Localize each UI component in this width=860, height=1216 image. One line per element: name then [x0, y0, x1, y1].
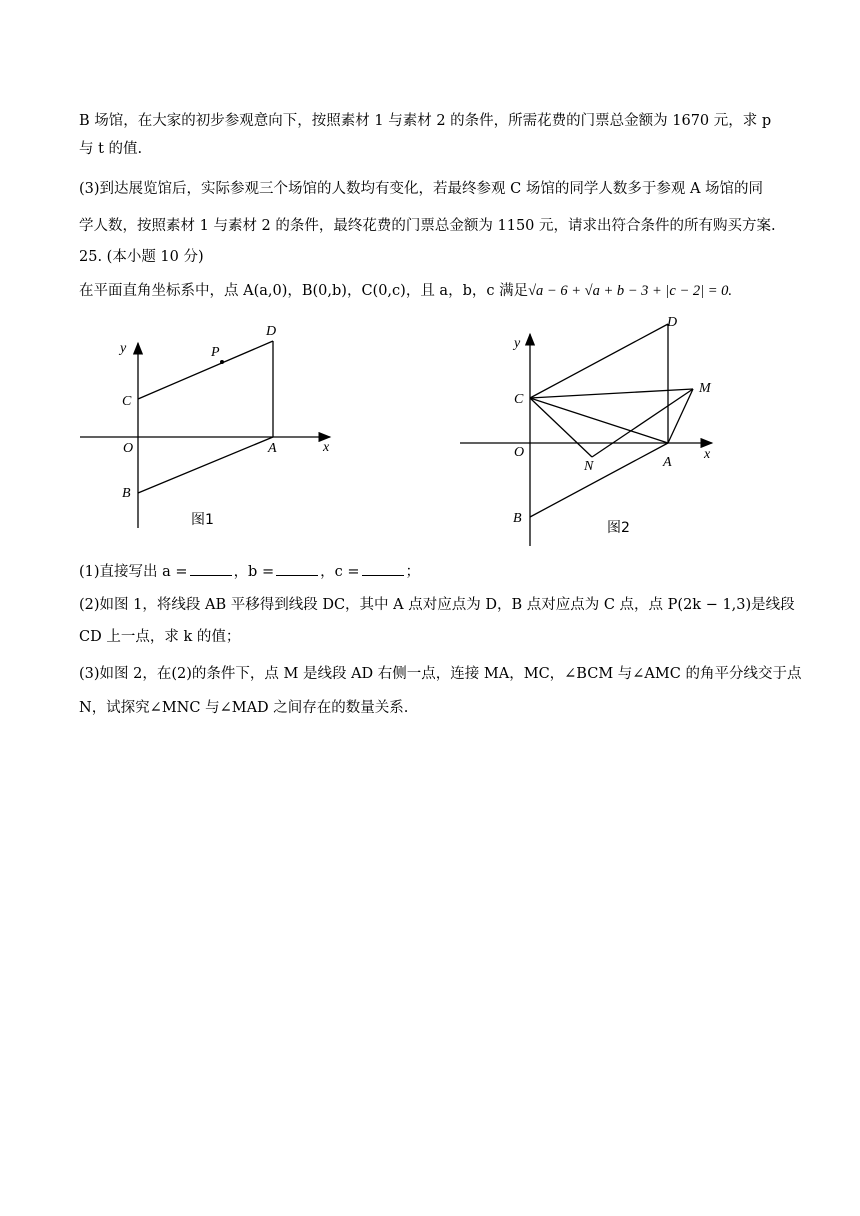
segment-cn: [530, 398, 592, 457]
answer-blank-c[interactable]: [362, 563, 404, 576]
segment-cd: [138, 341, 273, 399]
problem-25-statement: [79, 281, 732, 301]
label-b: B: [122, 486, 131, 501]
question-2-line-1: (2)如图 1，将线段 AB 平移得到线段 DC，其中 A 点对应点为 D，B 点对应点为 C 点，点 P(2k − 1,3)是线段: [79, 597, 795, 613]
question-2-line-2: CD 上一点，求 k 的值；: [79, 629, 241, 645]
q1-c-label: ，c =: [320, 564, 360, 580]
label-y: y: [120, 341, 127, 356]
label-x: x: [323, 440, 330, 455]
label-m: M: [699, 381, 711, 396]
problem-25-heading: 25. (本小题 10 分): [79, 249, 204, 265]
segment-cd: [530, 324, 668, 398]
caption-fig-1: 图1: [191, 512, 214, 528]
label-o: O: [514, 445, 525, 460]
question-3b-line-1: (3)如图 2，在(2)的条件下，点 M 是线段 AD 右侧一点，连接 MA，MC，∠BCM 与∠AMC 的角平分线交于点: [79, 666, 802, 682]
label-b: B: [513, 511, 522, 526]
text-line-1: B 场馆，在大家的初步参观意向下，按照素材 1 与素材 2 的条件，所需花费的门票总金额为 1670 元，求 p: [79, 113, 772, 129]
answer-blank-a[interactable]: [190, 563, 232, 576]
figure-1: [75, 318, 355, 528]
question-1: [79, 562, 420, 582]
label-d: D: [667, 315, 678, 330]
statement-text: 在平面直角坐标系中，点 A(a,0)，B(0,b)，C(0,c)，且 a，b，c 满足: [79, 283, 529, 299]
q1-a-label: (1)直接写出 a =: [79, 564, 188, 580]
label-a: A: [268, 441, 277, 456]
label-a: A: [663, 455, 672, 470]
label-p: P: [211, 345, 220, 360]
q1-b-label: ，b =: [233, 564, 275, 580]
label-c: C: [514, 392, 524, 407]
segment-ab: [138, 437, 273, 493]
label-o: O: [123, 441, 134, 456]
figure-2: [450, 310, 740, 550]
answer-blank-b[interactable]: [276, 563, 318, 576]
label-c: C: [122, 394, 132, 409]
question-3-line-2: 学人数，按照素材 1 与素材 2 的条件，最终花费的门票总金额为 1150 元，请求出符合条件的所有购买方案.: [79, 218, 776, 234]
question-3b-line-2: N，试探究∠MNC 与∠MAD 之间存在的数量关系.: [79, 700, 409, 716]
label-y: y: [514, 336, 521, 351]
statement-equation: √a − 6 + √a + b − 3 + |c − 2| = 0.: [528, 283, 733, 299]
segment-ab: [530, 443, 668, 517]
question-3-line-1: (3)到达展览馆后，实际参观三个场馆的人数均有变化，若最终参观 C 场馆的同学人数多于参观 A 场馆的同: [79, 181, 764, 197]
label-n: N: [584, 459, 594, 474]
caption-fig-2: 图2: [607, 520, 630, 536]
point-p: [220, 360, 224, 364]
label-x: x: [704, 447, 711, 462]
text-line-2: 与 t 的值.: [79, 141, 143, 157]
q1-end: ；: [405, 564, 420, 580]
label-d: D: [266, 324, 277, 339]
